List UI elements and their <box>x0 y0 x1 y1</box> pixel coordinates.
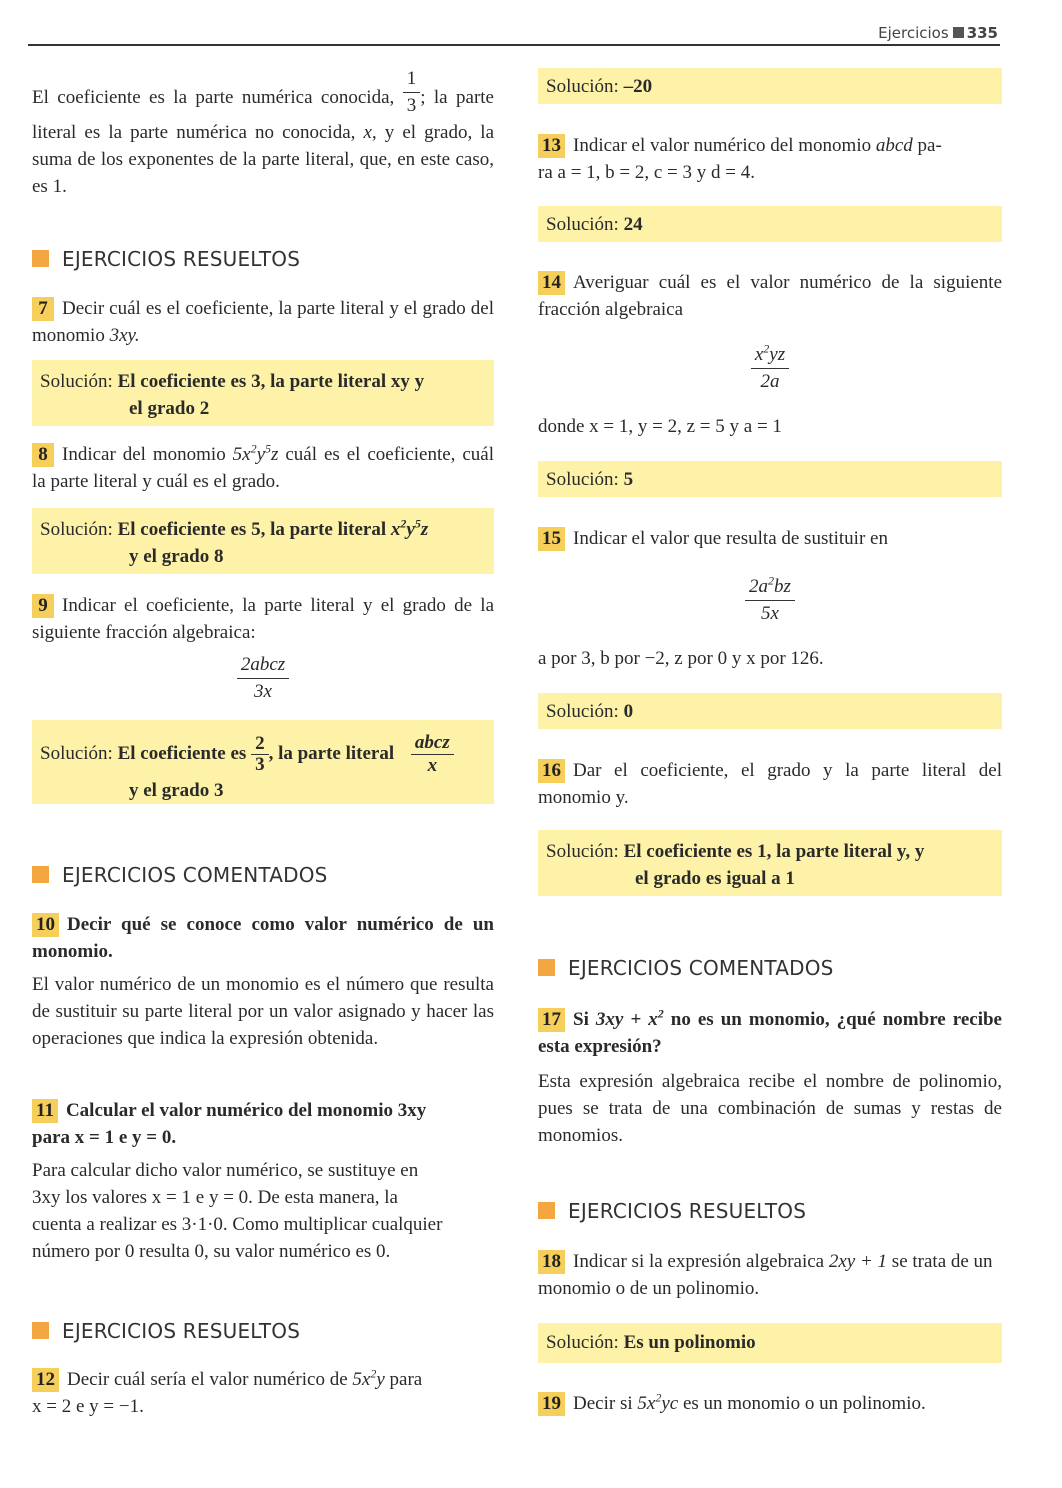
page-number: 335 <box>966 24 998 42</box>
exercise-8 <box>32 441 494 495</box>
solution-label: Solución: <box>40 519 113 540</box>
exercise-question: Decir qué se conoce como valor numérico de un monomio. <box>32 914 494 962</box>
solution-text: El coeficiente es 5, la parte literal <box>117 519 387 540</box>
solution-text: El coeficiente es 3, la parte literal xy y <box>117 371 425 392</box>
exercise-expression: $5x^2y$ <box>352 1366 385 1390</box>
square-icon <box>953 27 964 38</box>
fraction-denominator: 5x <box>745 600 795 627</box>
section-heading <box>32 1318 494 1345</box>
intro-fraction <box>403 66 421 119</box>
solution-label: Solución: <box>546 701 619 722</box>
orange-square-icon <box>32 1322 49 1339</box>
solution-expression: $x^2y^5z$ <box>390 516 429 540</box>
exercise-text: cuál es el coeficiente, cuál la parte literal y cuál es el grado. <box>32 444 495 492</box>
solution-value: 24 <box>623 214 643 235</box>
exercise-text: Decir si <box>573 1393 633 1414</box>
exercise-19 <box>538 1390 1002 1417</box>
solution-label: Solución: <box>40 742 113 764</box>
exercise-expression: $5x^2y^5z$ <box>232 441 279 465</box>
exercise-15-fraction <box>538 574 1002 627</box>
exercise-expression: 2xy + 1 <box>828 1251 888 1272</box>
section-heading <box>32 246 494 273</box>
exercise-10 <box>32 911 494 965</box>
exercise-11-answer <box>32 1157 494 1265</box>
exercise-14 <box>538 269 1002 323</box>
solution-12 <box>538 68 1002 104</box>
exercise-expression: abcd <box>875 135 913 156</box>
exercise-text: pa- <box>917 135 942 156</box>
exercise-text: Indicar el valor numérico del monomio <box>573 135 872 156</box>
exercise-text: a por 3, b por −2, z por 0 y x por 126. <box>538 648 824 669</box>
exercise-9 <box>32 592 494 646</box>
solution-label: Solución: <box>546 214 619 235</box>
orange-square-icon <box>538 959 555 976</box>
intro-text-a: El coeficiente es la parte numérica conocida, <box>32 86 395 108</box>
solution-16 <box>538 830 1002 896</box>
fraction-denominator: x <box>411 754 454 777</box>
intro-text-b: ; la parte literal es la parte numérica no conocida, <box>32 86 494 143</box>
exercise-answer: El valor numérico de un monomio es el número que resulta de sustituir su parte literal por un valor asignado y hacer las operaciones que indica la expresión obtenida. <box>32 974 494 1049</box>
exercise-number: 18 <box>538 1250 565 1274</box>
solution-value: –20 <box>623 76 653 97</box>
exercise-number: 10 <box>32 913 59 937</box>
fraction-numerator: 2 <box>255 733 265 754</box>
header-rule <box>28 44 1000 46</box>
exercise-text: x = 2 e y = −1. <box>32 1396 144 1417</box>
solution-value: 0 <box>623 701 634 722</box>
solution-text: el grado 2 <box>129 398 210 419</box>
exercise-text: Indicar el coeficiente, la parte literal y el grado de la siguiente fracción algebraica: <box>32 595 494 643</box>
orange-square-icon <box>538 1202 555 1219</box>
exercise-expression: $3xy + x^2$ <box>595 1006 664 1030</box>
exercise-14-fraction <box>538 342 1002 395</box>
solution-label: Solución: <box>546 76 619 97</box>
exercise-12 <box>32 1366 494 1420</box>
solution-14 <box>538 461 1002 497</box>
section-title: EJERCICIOS COMENTADOS <box>62 863 328 887</box>
exercise-13 <box>538 132 1002 186</box>
algebraic-fraction <box>745 574 795 627</box>
section-title: EJERCICIOS RESUELTOS <box>62 1319 301 1343</box>
solution-label: Solución: <box>546 1332 619 1353</box>
intro-variable: x, <box>363 122 377 143</box>
exercise-text: Indicar si la expresión algebraica <box>573 1251 825 1272</box>
fraction-denominator: 3 <box>403 92 421 119</box>
exercise-question: Calcular el valor numérico del monomio 3xy <box>65 1100 427 1121</box>
solution-8 <box>32 508 494 574</box>
orange-square-icon <box>32 250 49 267</box>
solution-15 <box>538 693 1002 729</box>
orange-square-icon <box>32 866 49 883</box>
exercise-text: donde x = 1, y = 2, z = 5 y a = 1 <box>538 416 782 437</box>
fraction-denominator: 3x <box>237 678 289 705</box>
exercise-17 <box>538 1006 1002 1060</box>
exercise-answer: Esta expresión algebraica recibe el nombre de polinomio, pues se trata de una combinación de sumas y restas de monomios. <box>538 1071 1002 1146</box>
exercise-answer: Para calcular dicho valor numérico, se sustituye en <box>32 1160 419 1181</box>
section-heading <box>32 862 494 889</box>
solution-text: El coeficiente es <box>117 742 247 764</box>
exercise-text: para <box>389 1369 423 1390</box>
exercise-number: 15 <box>538 527 565 551</box>
exercise-number: 17 <box>538 1008 565 1032</box>
section-title: EJERCICIOS RESUELTOS <box>568 1199 807 1223</box>
exercise-14-where <box>538 413 1002 440</box>
solution-fraction <box>251 734 269 775</box>
section-title: EJERCICIOS RESUELTOS <box>62 247 301 271</box>
section-heading <box>538 1198 1002 1225</box>
solution-text: el grado es igual a 1 <box>635 868 795 889</box>
intro-text-c: y el grado, la suma de los exponentes de la parte literal, que, en este caso, es 1. <box>32 122 494 197</box>
fraction-denominator: 2a <box>751 368 789 395</box>
exercise-18 <box>538 1248 1002 1302</box>
exercise-15-subs <box>538 645 1002 672</box>
solution-value: Es un polinomio <box>623 1332 756 1353</box>
exercise-text: Dar el coeficiente, el grado y la parte literal del monomio y. <box>538 760 1002 808</box>
exercise-11 <box>32 1097 494 1151</box>
solution-label: Solución: <box>40 371 113 392</box>
fraction-numerator: $2a^2bz$ <box>749 573 791 597</box>
exercise-number: 13 <box>538 134 565 158</box>
exercise-question: Si <box>573 1009 589 1030</box>
fraction-numerator: $x^2yz$ <box>754 341 786 365</box>
exercise-17-answer <box>538 1068 1002 1149</box>
exercise-text: Decir cuál sería el valor numérico de <box>67 1369 348 1390</box>
exercise-number: 8 <box>32 443 54 467</box>
fraction-numerator: abcz <box>414 732 450 753</box>
exercise-number: 16 <box>538 759 565 783</box>
exercise-7 <box>32 295 494 349</box>
exercise-text: se trata de un monomio o de un polinomio. <box>538 1251 993 1299</box>
section-title: EJERCICIOS COMENTADOS <box>568 956 834 980</box>
solution-fraction <box>411 732 454 777</box>
solution-13 <box>538 206 1002 242</box>
exercise-number: 9 <box>32 594 54 618</box>
solution-9 <box>32 720 494 804</box>
exercise-16 <box>538 757 1002 811</box>
exercise-text: Indicar el valor que resulta de sustituir en <box>573 528 888 549</box>
solution-text: , la parte literal <box>268 742 395 764</box>
solution-text: y el grado 3 <box>129 780 224 801</box>
solution-label: Solución: <box>546 841 619 862</box>
exercise-answer: 3xy los valores x = 1 e y = 0. De esta manera, la <box>32 1187 398 1208</box>
exercise-number: 19 <box>538 1392 565 1416</box>
exercise-text: Indicar del monomio <box>62 444 226 465</box>
exercise-text: Decir cuál es el coeficiente, la parte literal y el grado del monomio <box>32 298 494 346</box>
running-head <box>878 20 998 47</box>
section-heading <box>538 955 1002 982</box>
exercise-10-answer <box>32 971 494 1052</box>
exercise-expression: $5x^2yc$ <box>637 1390 679 1414</box>
algebraic-fraction <box>237 652 289 705</box>
fraction-denominator: 3 <box>251 754 269 775</box>
exercise-text: es un monomio o un polinomio. <box>682 1393 926 1414</box>
exercise-number: 12 <box>32 1368 59 1392</box>
exercise-text: ra a = 1, b = 2, c = 3 y d = 4. <box>538 162 755 183</box>
solution-7 <box>32 360 494 426</box>
solution-value: 5 <box>623 469 634 490</box>
exercise-number: 11 <box>32 1099 58 1123</box>
section-name: Ejercicios <box>878 24 949 42</box>
exercise-question: para x = 1 e y = 0. <box>32 1127 177 1148</box>
exercise-15 <box>538 525 1002 552</box>
solution-label: Solución: <box>546 469 619 490</box>
exercise-number: 14 <box>538 271 565 295</box>
intro-paragraph <box>32 68 494 200</box>
algebraic-fraction <box>751 342 789 395</box>
exercise-9-fraction <box>32 652 494 705</box>
fraction-numerator: 1 <box>406 68 417 89</box>
exercise-text: Averiguar cuál es el valor numérico de la siguiente fracción algebraica <box>538 272 1002 320</box>
exercise-number: 7 <box>32 297 54 321</box>
fraction-numerator: 2abcz <box>240 654 286 675</box>
exercise-question: no es un monomio, ¿qué nombre recibe esta expresión? <box>538 1009 1002 1057</box>
exercise-answer: cuenta a realizar es 3·1·0. Como multiplicar cualquier <box>32 1214 443 1235</box>
solution-text: y el grado 8 <box>129 546 224 567</box>
solution-text: El coeficiente es 1, la parte literal y, y <box>623 841 925 862</box>
solution-18 <box>538 1323 1002 1363</box>
exercise-answer: número por 0 resulta 0, su valor numérico es 0. <box>32 1241 391 1262</box>
exercise-expression: 3xy. <box>109 325 140 346</box>
